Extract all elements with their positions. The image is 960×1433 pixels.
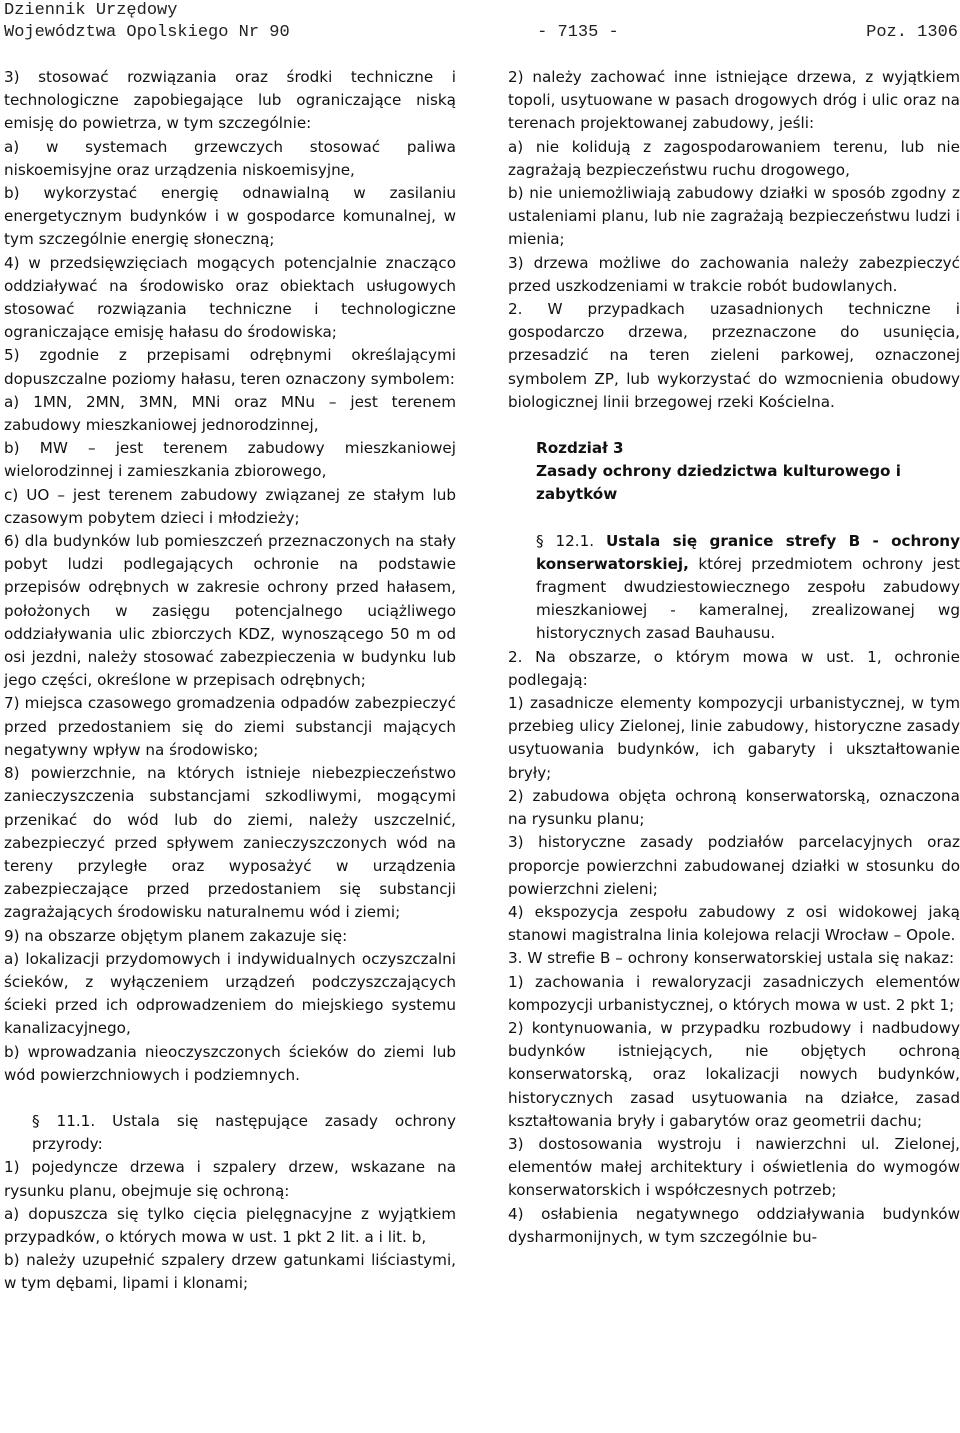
paragraph: 3) drzewa możliwe do zachowania należy zabezpieczyć przed uszkodzeniami w trakcie robót budowlanych.: [508, 253, 960, 295]
page-header: [4, 0, 958, 44]
paragraph: 2) zabudowa objęta ochroną konserwatorską, oznaczona na rysunku planu;: [508, 786, 960, 829]
left-column: [4, 66, 456, 1296]
section-gap: [4, 1087, 456, 1110]
paragraph: a) w systemach grzewczych stosować paliwa niskoemisyjne oraz urządzenia niskoemisyjne,: [4, 137, 456, 179]
paragraph: 1) zasadnicze elementy kompozycji urbanistycznej, w tym przebieg ulicy Zielonej, linie zabudowy, historyczne zasady usytuowania budynków, ich gabaryty i ukształtowanie bryły;: [508, 694, 960, 782]
chapter-heading: [508, 437, 960, 507]
paragraph: 5) zgodnie z przepisami odrębnymi określającymi dopuszczalne poziomy hałasu, teren oznaczony symbolem:: [4, 346, 456, 388]
journal-issue: Województwa Opolskiego Nr 90: [4, 23, 290, 42]
paragraph: b) wprowadzania nieoczyszczonych ścieków do ziemi lub wód powierzchniowych i podziemnych.: [4, 1042, 456, 1084]
section-paragraph: [508, 530, 960, 646]
paragraph: a) dopuszcza się tylko cięcia pielęgnacyjne z wyjątkiem przypadków, o których mowa w ust. 1 pkt 2 lit. a i lit. b,: [4, 1204, 456, 1246]
paragraph: 4) w przedsięwzięciach mogących potencjalnie znacząco oddziaływać na środowisko oraz obiektach usługowych stosować rozwiązania techniczne i technologiczne ograniczające emisję hałasu do środowiska;: [4, 253, 456, 342]
chapter-subtitle: Zasady ochrony dziedzictwa kulturowego i zabytków: [536, 462, 901, 504]
section-gap: [508, 414, 960, 437]
paragraph: 8) powierzchnie, na których istnieje niebezpieczeństwo zanieczyszczenia substancjami szkodliwymi, mogącymi przenikać do wód lub do ziemi, należy uszczelnić, zabezpieczyć przed spływem zanieczyszczonych wód na tereny przyległe oraz wyposażyć w urządzenia zabezpieczające przed przedostaniem się substancji zagrażających środowisku naturalnemu wód i ziemi;: [4, 764, 456, 922]
paragraph: b) nie uniemożliwiają zabudowy działki w sposób zgodny z ustaleniami planu, lub nie zagrażają bezpieczeństwu ludzi i mienia;: [508, 184, 960, 249]
section-text: której przedmiotem ochrony jest fragment dwudziestowiecznego zespołu zabudowy mieszkaniowej - kameralnej, zrealizowanej wg historycznych zasad Bauhausu.: [536, 554, 960, 643]
section-bold-text: Ustala się granice strefy B - ochrony konserwatorskiej,: [536, 531, 960, 573]
paragraph: a) 1MN, 2MN, 3MN, MNi oraz MNu – jest terenem zabudowy mieszkaniowej jednorodzinnej,: [4, 392, 456, 435]
paragraph: b) wykorzystać energię odnawialną w zasilaniu energetycznym budynków i w gospodarce komunalnej, w tym szczególnie energię słoneczną;: [4, 184, 456, 249]
paragraph: b) należy uzupełnić szpalery drzew gatunkami liściastymi, w tym dębami, lipami i klonami;: [4, 1251, 456, 1293]
page-number: - 7135 -: [537, 23, 619, 42]
paragraph: 4) ekspozycja zespołu zabudowy z osi widokowej jaką stanowi magistralna linia kolejowa relacji Wrocław – Opole.: [508, 902, 960, 945]
header-row-issue: [4, 22, 958, 44]
paragraph: a) lokalizacji przydomowych i indywidualnych oczyszczalni ścieków, z wyłączeniem urządzeń podczyszczających ścieki przed ich odprowadzeniem do miejskiego systemu kanalizacyjnego,: [4, 949, 456, 1038]
chapter-title: Rozdział 3: [536, 439, 624, 458]
journal-title: Dziennik Urzędowy: [4, 1, 178, 20]
paragraph: 6) dla budynków lub pomieszczeń przeznaczonych na stały pobyt ludzi podlegających ochronie na podstawie przepisów odrębnych w zakresie ochrony przed hałasem, położonych w zasięgu potencjalnego uciążliwego oddziaływania ulic zbiorczych KDZ, wynoszącego 50 m od osi jezdni, należy stosować zabezpieczenia w budynku lub jego części, określone w przepisach odrębnych;: [4, 532, 456, 690]
paragraph: 3. W strefie B – ochrony konserwatorskiej ustala się nakaz:: [508, 949, 955, 968]
paragraph: 3) historyczne zasady podziałów parcelacyjnych oraz proporcje powierzchni zabudowanej działki w stosunku do powierzchni zieleni;: [508, 833, 960, 898]
paragraph: 7) miejsca czasowego gromadzenia odpadów zabezpieczyć przed przedostaniem się do ziemi substancji mających negatywny wpływ na środowisko;: [4, 694, 456, 759]
paragraph: 2) kontynuowania, w przypadku rozbudowy i nadbudowy budynków istniejących, nie objętych ochroną konserwatorską, oraz lokalizacji nowych budynków, historycznych zasad usytuowania na działce, zasad kształtowania bryły i gabarytów oraz geometrii dachu;: [508, 1018, 960, 1130]
paragraph: 2. Na obszarze, o którym mowa w ust. 1, ochronie podlegają:: [508, 647, 960, 689]
paragraph: 1) zachowania i rewaloryzacji zasadniczych elementów kompozycji urbanistycznej, o których mowa w ust. 2 pkt 1;: [508, 972, 960, 1014]
paragraph: 3) stosować rozwiązania oraz środki techniczne i technologiczne zapobiegające lub ograniczające niską emisję do powietrza, w tym szczególnie:: [4, 68, 456, 133]
paragraph: 9) na obszarze objętym planem zakazuje się:: [4, 926, 348, 945]
position-number: Poz. 1306: [866, 23, 958, 42]
paragraph: 2. W przypadkach uzasadnionych techniczne i gospodarczo drzewa, przeznaczone do usunięcia, przesadzić na teren zieleni parkowej, oznaczonej symbolem ZP, lub wykorzystać do wzmocnienia obudowy biologicznej linii brzegowej rzeki Kościelna.: [508, 300, 960, 411]
paragraph: 4) osłabienia negatywnego oddziaływania budynków dysharmonijnych, w tym szczególnie bu-: [508, 1204, 960, 1246]
section-paragraph: § 11.1. Ustala się następujące zasady ochrony przyrody:: [32, 1111, 456, 1154]
paragraph: 1) pojedyncze drzewa i szpalery drzew, wskazane na rysunku planu, obejmuje się ochroną:: [4, 1158, 456, 1200]
paragraph: 2) należy zachować inne istniejące drzewa, z wyjątkiem topoli, usytuowane w pasach drogowych dróg i ulic oraz na terenach projektowanej zabudowy, jeśli:: [508, 68, 960, 133]
header-row-journal: [4, 0, 958, 22]
paragraph: 3) dostosowania wystroju i nawierzchni ul. Zielonej, elementów małej architektury i oświetlenia do wymogów konserwatorskich i współczesnych potrzeb;: [508, 1134, 960, 1200]
paragraph: c) UO – jest terenem zabudowy związanej ze stałym lub czasowym pobytem dzieci i młodzieży;: [4, 485, 456, 527]
section-number: § 12.1.: [536, 531, 595, 550]
right-column: [508, 66, 960, 1249]
section-gap: [508, 507, 960, 530]
paragraph: a) nie kolidują z zagospodarowaniem terenu, lub nie zagrażają bezpieczeństwu ruchu drogowego,: [508, 137, 960, 179]
paragraph: b) MW – jest terenem zabudowy mieszkaniowej wielorodzinnej i zamieszkania zbiorowego,: [4, 439, 456, 481]
